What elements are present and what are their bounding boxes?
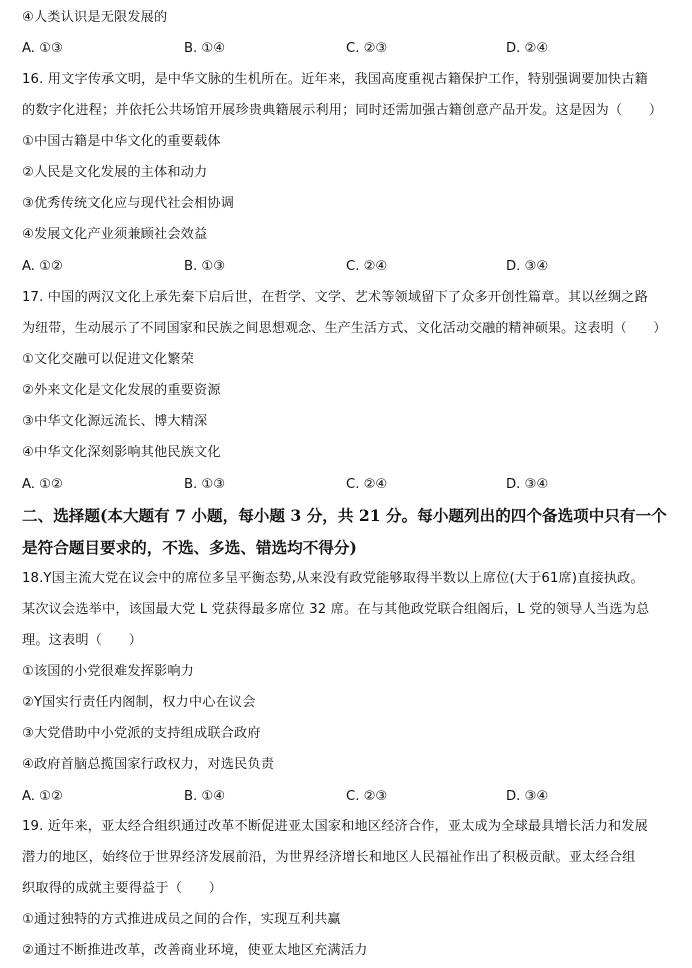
q18-option-d[interactable]: D. ③④: [506, 789, 549, 804]
q17-item-4: ④中华文化深刻影响其他民族文化: [22, 445, 221, 460]
q16-options: [0, 258, 692, 276]
q15-option-d[interactable]: D. ②④: [506, 41, 549, 56]
q19-item-2: ②通过不断推进改革，改善商业环境，使亚太地区充满活力: [22, 943, 368, 958]
q15-option-a[interactable]: A. ①③: [22, 41, 63, 56]
q19-stem-line-3: 织取得的成就主要得益于（ ）: [22, 881, 223, 896]
q18-item-2: ②Y国实行责任内阁制，权力中心在议会: [22, 695, 256, 710]
q16-stem-line-2: 的数字化进程；并依托公共场馆开展珍贵典籍展示利用；同时还需加强古籍创意产品开发。这是因为（ ）: [22, 103, 663, 118]
q17-option-a[interactable]: A. ①②: [22, 477, 63, 492]
q16-item-1: ①中国古籍是中华文化的重要载体: [22, 134, 221, 149]
q17-stem-line-1: 17. 中国的两汉文化上承先秦下启后世，在哲学、文学、艺术等领域留下了众多开创性篇章。其以丝绸之路: [22, 290, 648, 305]
section-2-heading-line-1: 二、选择题(本大题有 7 小题，每小题 3 分，共 21 分。每小题列出的四个备选项中只有一个: [22, 506, 667, 525]
q18-options: [0, 788, 692, 806]
q18-option-a[interactable]: A. ①②: [22, 789, 63, 804]
q17-option-b[interactable]: B. ①③: [184, 477, 226, 492]
q17-options: [0, 476, 692, 494]
q18-option-b[interactable]: B. ①④: [184, 789, 226, 804]
q16-item-4: ④发展文化产业须兼顾社会效益: [22, 227, 208, 242]
q16-option-d[interactable]: D. ③④: [506, 259, 549, 274]
q18-item-3: ③大党借助中小党派的支持组成联合政府: [22, 726, 261, 741]
q16-option-a[interactable]: A. ①②: [22, 259, 63, 274]
q15-options: [0, 40, 692, 58]
q18-option-c[interactable]: C. ②③: [346, 789, 388, 804]
q16-item-2: ②人民是文化发展的主体和动力: [22, 165, 208, 180]
q18-item-4: ④政府首脑总揽国家行政权力，对选民负责: [22, 757, 275, 772]
q19-stem-line-1: 19. 近年来，亚太经合组织通过改革不断促进亚太国家和地区经济合作，亚太成为全球最具增长活力和发展: [22, 819, 648, 834]
q18-item-1: ①该国的小党很难发挥影响力: [22, 664, 195, 679]
q17-option-c[interactable]: C. ②④: [346, 477, 388, 492]
q17-item-1: ①文化交融可以促进文化繁荣: [22, 352, 195, 367]
q17-option-d[interactable]: D. ③④: [506, 477, 549, 492]
q15-option-b[interactable]: B. ①④: [184, 41, 226, 56]
q18-stem-line-2: 某次议会选举中，该国最大党 L 党获得最多席位 32 席。在与其他政党联合组阁后，L 党的领导人当选为总: [22, 602, 650, 617]
q17-item-3: ③中华文化源远流长、博大精深: [22, 414, 208, 429]
q15-item-4: ④人类认识是无限发展的: [22, 10, 168, 25]
q16-item-3: ③优秀传统文化应与现代社会相协调: [22, 196, 235, 211]
q16-option-b[interactable]: B. ①③: [184, 259, 226, 274]
q15-option-c[interactable]: C. ②③: [346, 41, 388, 56]
q17-item-2: ②外来文化是文化发展的重要资源: [22, 383, 221, 398]
q19-stem-line-2: 潜力的地区，始终位于世界经济发展前沿，为世界经济增长和地区人民福祉作出了积极贡献。亚太经合组: [22, 850, 636, 865]
q17-stem-line-2: 为纽带，生动展示了不同国家和民族之间思想观念、生产生活方式、文化活动交融的精神硕果。这表明（ ）: [22, 321, 667, 336]
q18-stem-line-3: 理。这表明（ ）: [22, 633, 143, 648]
q16-stem-line-1: 16. 用文字传承文明，是中华文脉的生机所在。近年来，我国高度重视古籍保护工作，特别强调要加快古籍: [22, 72, 648, 87]
section-2-heading-line-2: 是符合题目要求的，不选、多选、错选均不得分): [22, 538, 357, 557]
q19-item-1: ①通过独特的方式推进成员之间的合作，实现互利共赢: [22, 912, 341, 927]
q16-option-c[interactable]: C. ②④: [346, 259, 388, 274]
q18-stem-line-1: 18.Y国主流大党在议会中的席位多呈平衡态势,从来没有政党能够取得半数以上席位(大于61席)直接执政。: [22, 571, 644, 586]
